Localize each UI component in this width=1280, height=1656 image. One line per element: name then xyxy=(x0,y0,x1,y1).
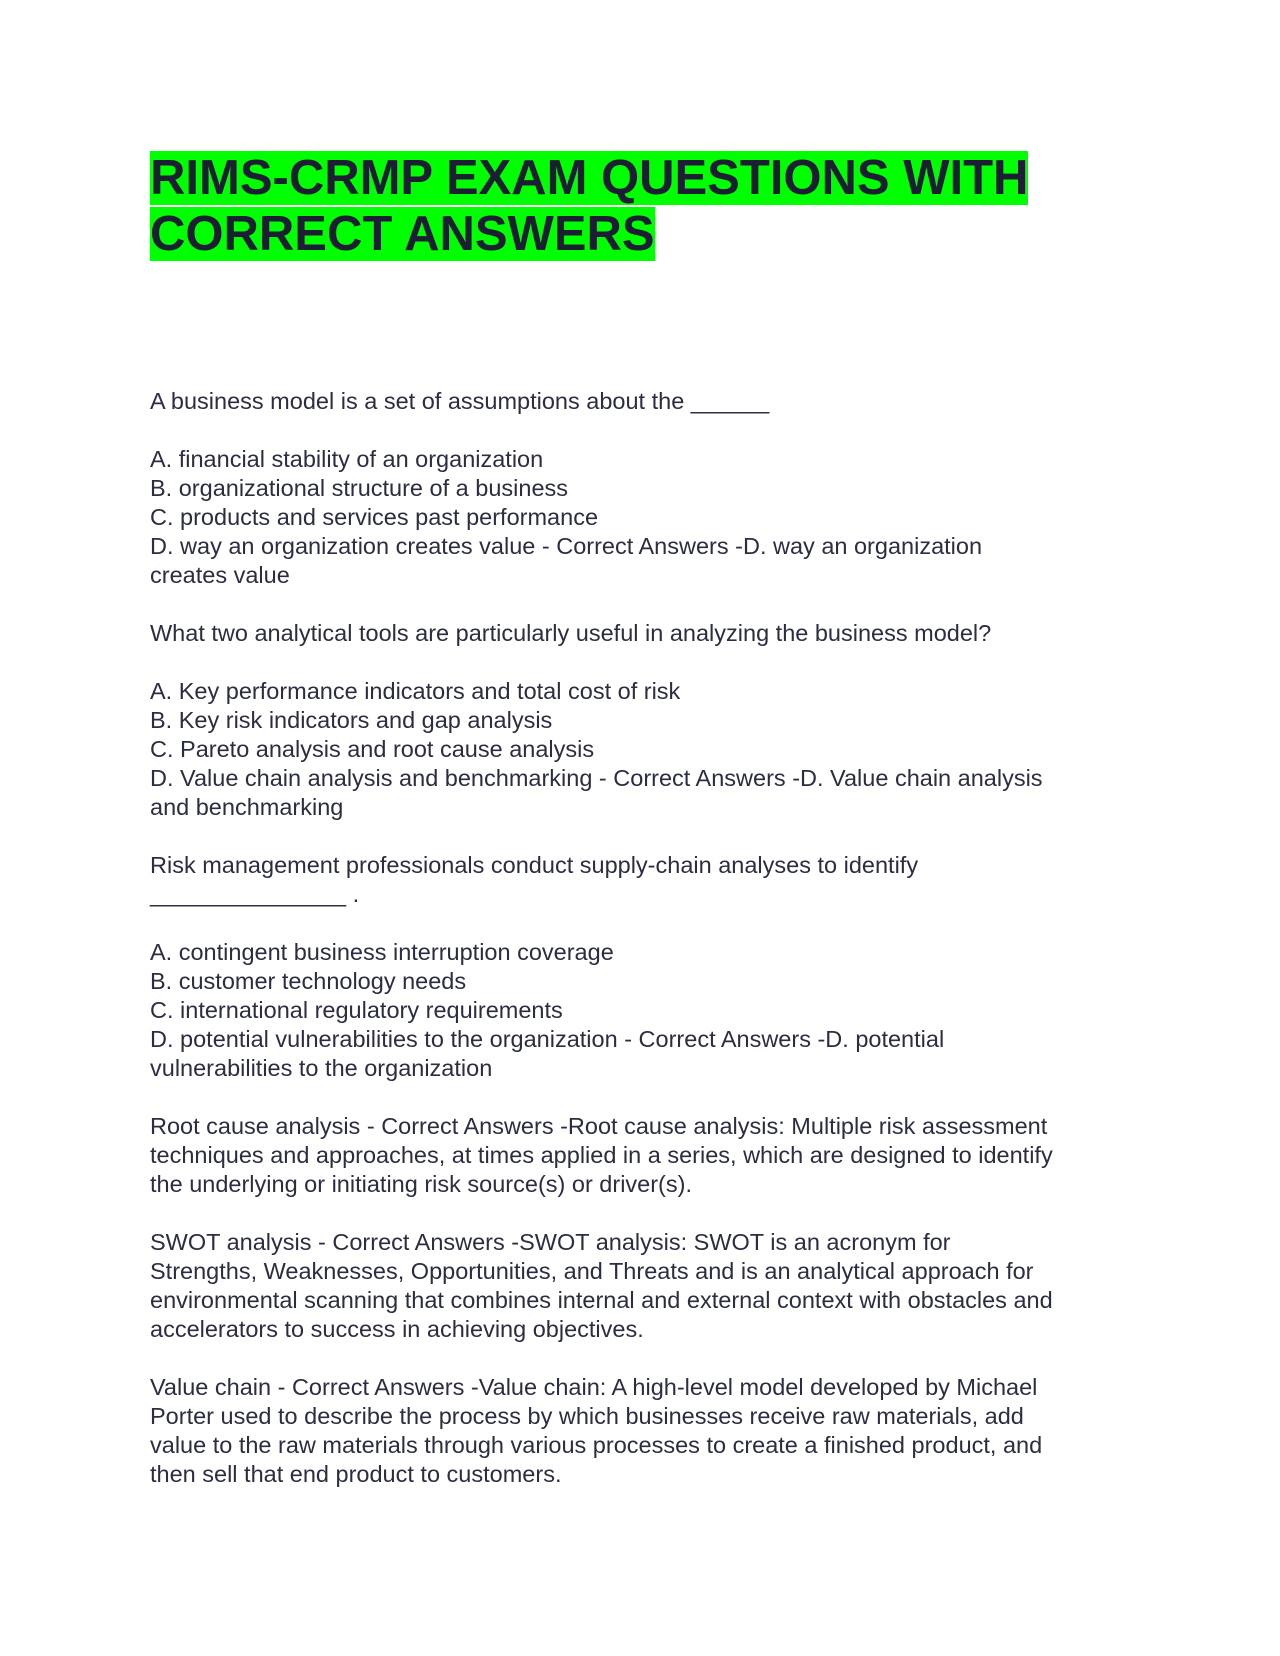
text-line: B. customer technology needs xyxy=(150,968,467,994)
text-line: Strengths, Weaknesses, Opportunities, and Threats and is an analytical approach for xyxy=(150,1258,1034,1284)
text-block xyxy=(150,677,1130,822)
text-line: C. Pareto analysis and root cause analysis xyxy=(150,736,595,762)
text-block xyxy=(150,1112,1130,1199)
title-line-2: CORRECT ANSWERS xyxy=(150,207,655,261)
text-line: the underlying or initiating risk source(s) or driver(s). xyxy=(150,1171,692,1197)
text-block xyxy=(150,1228,1130,1344)
document-title xyxy=(150,150,1130,262)
text-line: SWOT analysis - Correct Answers -SWOT analysis: SWOT is an acronym for xyxy=(150,1229,951,1255)
text-line: A. Key performance indicators and total cost of risk xyxy=(150,678,681,704)
text-line: A. contingent business interruption coverage xyxy=(150,939,614,965)
text-line: value to the raw materials through various processes to create a finished product, and xyxy=(150,1432,1043,1458)
text-line: D. potential vulnerabilities to the organization - Correct Answers -D. potential xyxy=(150,1026,945,1052)
text-block xyxy=(150,445,1130,590)
text-line: Value chain - Correct Answers -Value chain: A high-level model developed by Michael xyxy=(150,1374,1038,1400)
text-line: Root cause analysis - Correct Answers -Root cause analysis: Multiple risk assessment xyxy=(150,1113,1048,1139)
text-line: What two analytical tools are particularly useful in analyzing the business model? xyxy=(150,620,992,646)
text-line: then sell that end product to customers. xyxy=(150,1461,562,1487)
text-line: Risk management professionals conduct supply-chain analyses to identify xyxy=(150,852,919,878)
text-block xyxy=(150,938,1130,1083)
text-line: creates value xyxy=(150,562,290,588)
text-line: accelerators to success in achieving objectives. xyxy=(150,1316,644,1342)
text-line: vulnerabilities to the organization xyxy=(150,1055,493,1081)
text-line: C. international regulatory requirements xyxy=(150,997,563,1023)
text-line: C. products and services past performance xyxy=(150,504,599,530)
text-line: Porter used to describe the process by which businesses receive raw materials, add xyxy=(150,1403,1024,1429)
text-block xyxy=(150,387,1130,416)
text-block xyxy=(150,1373,1130,1489)
text-block xyxy=(150,619,1130,648)
text-block xyxy=(150,851,1130,909)
document-body xyxy=(150,387,1130,1489)
text-line: _______________ . xyxy=(150,881,360,907)
text-line: environmental scanning that combines internal and external context with obstacles and xyxy=(150,1287,1053,1313)
title-line-1: RIMS-CRMP EXAM QUESTIONS WITH xyxy=(150,151,1029,205)
document-page xyxy=(150,150,1130,1518)
text-line: B. organizational structure of a business xyxy=(150,475,569,501)
text-line: B. Key risk indicators and gap analysis xyxy=(150,707,553,733)
text-line: A. financial stability of an organization xyxy=(150,446,544,472)
text-line: D. way an organization creates value - Correct Answers -D. way an organization xyxy=(150,533,983,559)
text-line: D. Value chain analysis and benchmarking - Correct Answers -D. Value chain analysis xyxy=(150,765,1043,791)
text-line: and benchmarking xyxy=(150,794,344,820)
text-line: techniques and approaches, at times applied in a series, which are designed to identify xyxy=(150,1142,1053,1168)
text-line: A business model is a set of assumptions about the ______ xyxy=(150,388,770,414)
